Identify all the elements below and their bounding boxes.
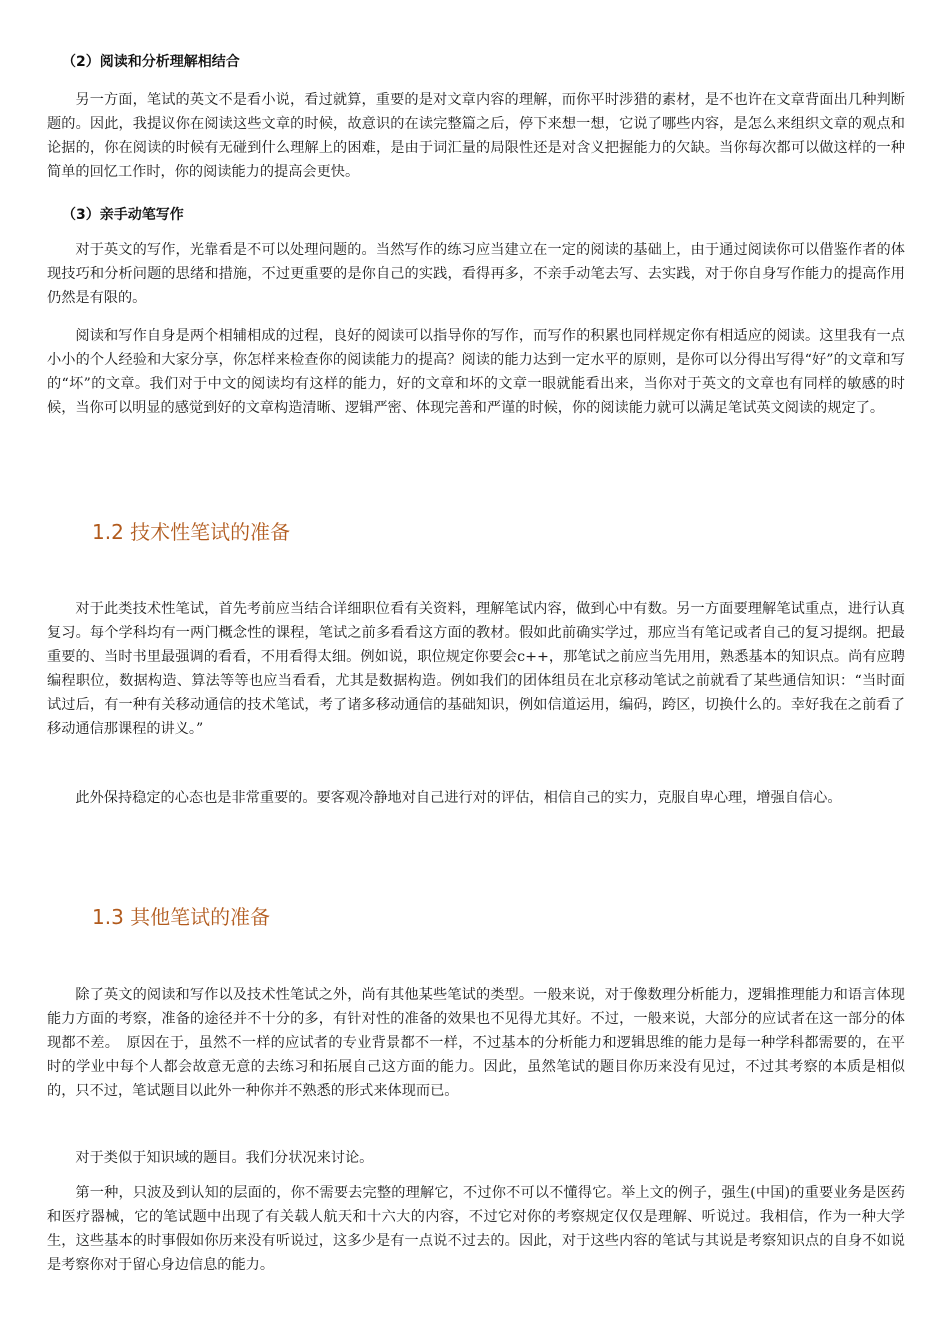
subheading-writing-practice: （3）亲手动笔写作 xyxy=(62,207,184,223)
paragraph-knowledge-domain: 对于类似于知识域的题目。我们分状况来讨论。 xyxy=(75,1150,374,1166)
section-title-technical-exam: 1.2 技术性笔试的准备 xyxy=(92,520,291,544)
paragraph-awareness-level: 第一种，只波及到认知的层面的，你不需要去完整的理解它，不过你不可以不懂得它。举上文的例子，强生(中国)的重要业务是医药和医疗器械，它的笔试题中出现了有关载人航天和十六大的内容，不过它对你的考察规定仅仅是理解、听说过。我相信，作为一种大学生，这些基本的时事假如你历来没有听说过，这多少是有一点说不过去的。因此，对于这些内容的笔试与其说是考察知识点的自身不如说是考察你对于留心身边信息的能力。 xyxy=(47,1185,905,1273)
paragraph-technical-exam: 对于此类技术性笔试，首先考前应当结合详细职位看有关资料，理解笔试内容，做到心中有数。另一方面要理解笔试重点，进行认真复习。每个学科均有一两门概念性的课程，笔试之前多看看这方面的教材。假如此前确实学过，那应当有笔记或者自己的复习提纲。把最重要的、当时书里最强调的看看，不用看得太细。例如说，职位规定你要会c++，那笔试之前应当先用用，熟悉基本的知识点。尚有应聘编程职位，数据构造、算法等等也应当看看，尤其是数据构造。例如我们的团体组员在北京移动笔试之前就看了某些通信知识：“当时面试过后，有一种有关移动通信的技术笔试，考了诸多移动通信的基础知识，例如信道运用，编码，跨区，切换什么的。幸好我在之前看了移动通信那课程的讲义。” xyxy=(47,601,905,737)
section-title-other-exams: 1.3 其他笔试的准备 xyxy=(92,905,271,929)
paragraph-reading-writing-relation: 阅读和写作自身是两个相辅相成的过程，良好的阅读可以指导你的写作，而写作的积累也同样规定你有相适应的阅读。这里我有一点小小的个人经验和大家分享，你怎样来检查你的阅读能力的提高？阅读的能力达到一定水平的原则，是你可以分得出写得“好”的文章和写的“坏”的文章。我们对于中文的阅读均有这样的能力，好的文章和坏的文章一眼就能看出来，当你对于英文的文章也有同样的敏感的时候，当你可以明显的感觉到好的文章构造清晰、逻辑严密、体现完善和严谨的时候，你的阅读能力就可以满足笔试英文阅读的规定了。 xyxy=(47,328,905,416)
paragraph-writing-practice: 对于英文的写作，光靠看是不可以处理问题的。当然写作的练习应当建立在一定的阅读的基础上，由于通过阅读你可以借鉴作者的体现技巧和分析问题的思绪和措施，不过更重要的是你自己的实践，看得再多，不亲手动笔去写、去实践，对于你自身写作能力的提高作用仍然是有限的。 xyxy=(47,242,905,306)
paragraph-reading-analysis: 另一方面，笔试的英文不是看小说，看过就算，重要的是对文章内容的理解，而你平时涉猎的素材，是不也许在文章背面出几种判断题的。因此，我提议你在阅读这些文章的时候，故意识的在读完整篇之后，停下来想一想，它说了哪些内容，是怎么来组织文章的观点和论据的，你在阅读的时候有无碰到什么理解上的困难，是由于词汇量的局限性还是对含义把握能力的欠缺。当你每次都可以做这样的一种简单的回忆工作时，你的阅读能力的提高会更快。 xyxy=(47,92,905,180)
paragraph-other-exams: 除了英文的阅读和写作以及技术性笔试之外，尚有其他某些笔试的类型。一般来说，对于像数理分析能力，逻辑推理能力和语言体现能力方面的考察，准备的途径并不十分的多，有针对性的准备的效果也不见得尤其好。不过，一般来说，大部分的应试者在这一部分的体现都不差。 原因在于，虽然不一样的应试者的专业背景都不一样，不过基本的分析能力和逻辑思维的能力是每一种学科都需要的，在平时的学业中每个人都会故意无意的去练习和拓展自己这方面的能力。因此，虽然笔试的题目你历来没有见过，不过其考察的本质是相似的，只不过，笔试题目以此外一种你并不熟悉的形式来体现而已。 xyxy=(47,987,905,1099)
subheading-reading-analysis: （2）阅读和分析理解相结合 xyxy=(62,54,240,70)
paragraph-mindset: 此外保持稳定的心态也是非常重要的。要客观冷静地对自己进行对的评估，相信自己的实力，克服自卑心理，增强自信心。 xyxy=(75,790,842,806)
